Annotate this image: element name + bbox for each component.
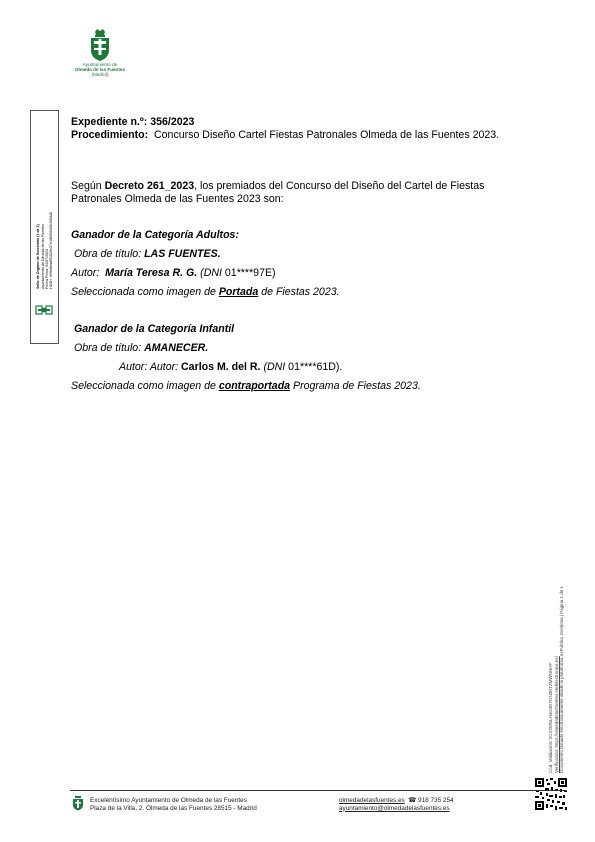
logo-line-2: Olmeda de las Fuentes bbox=[74, 67, 126, 72]
procedimiento: Procedimiento: Concurso Diseño Cartel Fiestas Patronales Olmeda de las Fuentes 2023. bbox=[71, 129, 500, 141]
adultos-obra: Obra de título: LAS FUENTES. bbox=[74, 248, 221, 260]
infantil-section bbox=[71, 323, 421, 393]
footer-phone: 918 735 254 bbox=[418, 797, 454, 804]
logo-line-3: (Madrid) bbox=[91, 72, 109, 77]
infantil-obra: Obra de título: AMANECER. bbox=[74, 342, 209, 354]
validation-margin-text bbox=[548, 586, 565, 773]
municipal-logo bbox=[74, 28, 126, 77]
footer-street: Plaza de la Villa, 2. Olmeda de las Fuentes 28515 - Madrid bbox=[90, 804, 257, 812]
document-header bbox=[71, 116, 499, 142]
seal-line-2: Ayuntamiento de Olmeda de las Fuentes bbox=[41, 223, 45, 289]
footer-email[interactable]: ayuntamiento@olmedadelasfuentes.es bbox=[339, 804, 450, 812]
signature-seal-box bbox=[30, 110, 59, 344]
logo-line-1: Ayuntamiento de bbox=[82, 62, 118, 67]
validation-code: Cód. Validación: 3CX2MNLH4G3EYDN3KTZMWNNHF bbox=[548, 662, 553, 773]
intro-paragraph: Según Decreto 261_2023, los premiados del Concurso del Diseño del Cartel de Fiestas Patronales Olmeda de las Fuentes 2023 son: bbox=[71, 180, 485, 205]
expediente: Expediente n.º: 356/2023 bbox=[71, 116, 195, 128]
seal-title: Sello de Órgano de Secretaría (1 de 1) bbox=[36, 224, 40, 289]
seal-emblem-icon bbox=[35, 304, 53, 316]
seal-line-3: Fecha Firma: 04/07/2023 bbox=[45, 248, 49, 289]
infantil-seleccion: Seleccionada como imagen de contraportada Programa de Fiestas 2023. bbox=[71, 380, 421, 392]
footer-divider bbox=[70, 790, 567, 791]
footer-contact bbox=[339, 797, 454, 812]
signed-note: Documento firmado electrónicamente desde la plataforma esPublico Gestiona | Página 1 de 1 bbox=[559, 585, 564, 773]
seal-hash: HASH: ee9a9eadf91829c37e4d6906006495d48 bbox=[49, 212, 53, 289]
footer-coat-of-arms-icon bbox=[72, 795, 84, 811]
footer-address bbox=[90, 797, 257, 812]
footer-institution: Excelentísimo Ayuntamiento de Olmeda de las Fuentes bbox=[90, 797, 247, 804]
qr-code-icon bbox=[535, 778, 567, 810]
footer-website[interactable]: olmedadelasfuentes.es bbox=[339, 797, 405, 804]
adultos-seleccion: Seleccionada como imagen de Portada de Fiestas 2023. bbox=[71, 286, 340, 298]
coat-of-arms-icon bbox=[87, 28, 113, 62]
adultos-heading: Ganador de la Categoría Adultos: bbox=[71, 229, 239, 241]
adultos-autor: Autor: María Teresa R. G. (DNI 01****97E) bbox=[71, 267, 276, 279]
phone-icon: ☎ bbox=[408, 797, 417, 804]
infantil-autor: Autor: Autor: Carlos M. del R. (DNI 01****61D). bbox=[119, 361, 343, 373]
adultos-section bbox=[71, 229, 340, 299]
verification-url[interactable]: Verificación: https://olmedadelasfuentes.sedelectronica.es/ bbox=[553, 656, 559, 773]
infantil-heading: Ganador de la Categoría Infantil bbox=[74, 323, 235, 335]
